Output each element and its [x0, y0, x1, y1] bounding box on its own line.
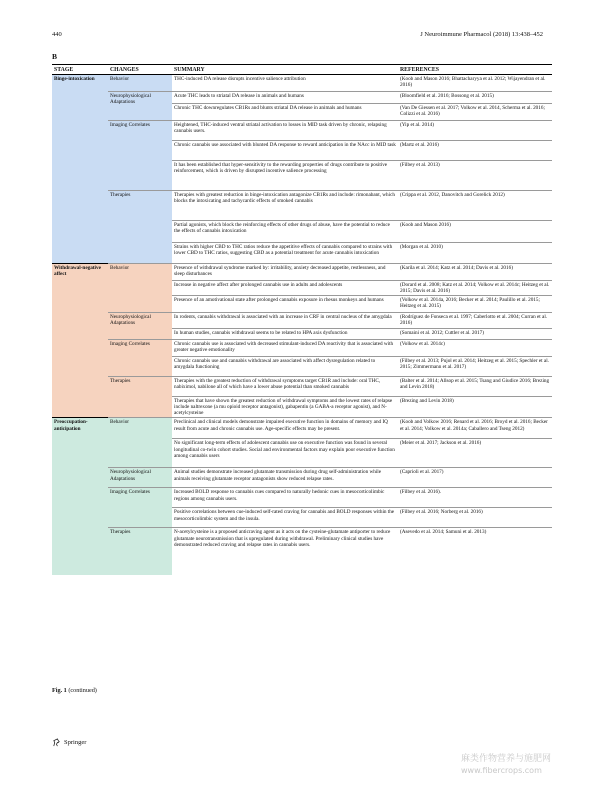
changes-cell: Behavior — [108, 418, 172, 468]
references-cell: (Filbey et al. 2016; Norberg et al. 2016) — [398, 508, 552, 528]
column-header-summary: SUMMARY — [172, 65, 398, 75]
column-header-references: REFERENCES — [398, 65, 552, 75]
table-row — [52, 313, 552, 329]
table-row — [52, 488, 552, 508]
summary-cell: THC-induced DA release disrupts incentive salience attribution — [174, 76, 306, 82]
summary-cell: Chronic cannabis use associated with blunted DA response to reward anticipation in the NAcc in MID task — [172, 141, 398, 161]
changes-cell: Neurophysiological Adaptations — [108, 92, 172, 121]
changes-cell: Behavior — [108, 264, 172, 313]
references-cell: (Dorard et al. 2008; Katz et al. 2014; Volkow et al. 2014c; Heitzeg et al. 2015; Davis et al. 2016) — [398, 281, 552, 296]
page-number: 440 — [52, 31, 62, 38]
summary-cell: Therapies with the greatest reduction of withdrawal symptoms target CB1R and include: oral THC, nabiximol, nabilone all of which have a lower abuse potential than smoked cannabis — [172, 377, 398, 397]
table-row — [52, 528, 552, 575]
column-header-stage: STAGE — [52, 65, 108, 75]
summary-cell: Therapies with greatest reduction in binge-intoxication antagonize CB1Rs and include: rimonabant, which blocks the intoxicating and tachycardic effects of smoked cannabis — [172, 191, 398, 221]
changes-cell: Neurophysiological Adaptations — [108, 313, 172, 340]
changes-cell: Imaging Correlates — [108, 488, 172, 528]
figure-continued: (continued) — [66, 687, 97, 694]
summary-cell: Preclinical and clinical models demonstrate impaired executive function in domains of memory and IQ result from acute and chronic cannabis use. Age-specific effects may be present. — [172, 418, 398, 439]
table-body — [52, 75, 552, 575]
journal-citation: J Neuroimmune Pharmacol (2018) 13:438–452 — [420, 31, 543, 38]
stage-cell: Binge-intoxication — [52, 75, 108, 264]
summary-cell: It has been established that hyper-sensitivity to the rewarding properties of drugs contribute to positive reinforcement, which is driven by disrupted incentive salience processing — [172, 161, 398, 191]
references-cell: (Van De Giessen et al. 2017; Volkow et al. 2014, Scherma et al. 2016; Colizzi et al. 2016) — [398, 104, 552, 121]
summary-cell: Chronic cannabis use and cannabis withdrawal are associated with affect dysregulation related to amygdala functioning — [172, 357, 398, 377]
summary-cell: Presence of withdrawal syndrome marked by: irritability, anxiety decreased appetite, restlessness, and sleep disturbances — [172, 264, 398, 281]
summary-cell: Animal studies demonstrate increased glutamate transmission during drug self-administration while animals receiving glutamate receptor antagonists show reduced relapse rates. — [172, 468, 398, 488]
changes-cell: Imaging Correlates — [108, 121, 172, 191]
references-cell: (Koob and Volkow 2016; Renard et al. 2016; Broyd et al. 2016; Becker et al. 2014; Volkow et al. 2014a; Caballero and Tseng 2012) — [398, 418, 552, 439]
summary-cell: Strains with higher CBD to THC ratios reduce the appetitive effects of cannabis compared to strains with lower CBD to THC ratios, suggesting CBD as a potential treatment for acute cannabis intoxication — [172, 243, 398, 264]
references-cell: (Asevedo et al. 2014; Samuni et al. 2013) — [398, 528, 552, 575]
changes-cell: Neurophysiological Adaptations — [108, 468, 172, 488]
running-header — [52, 31, 543, 38]
summary-cell: Increased BOLD response to cannabis cues compared to naturally hedonic cues in mesocorticolimbic regions among cannabis users. — [172, 488, 398, 508]
summary-cell: Partial agonists, which block the reinforcing effects of other drugs of abuse, have the potential to reduce the effects of cannabis intoxication — [172, 221, 398, 243]
references-cell: (Koob and Mason 2016; Bhattacharyya et al. 2012; Wijayendran et al. 2016) — [400, 76, 546, 89]
table-row — [52, 340, 552, 357]
watermark-chinese: 麻类作物营养与施肥网 — [461, 754, 552, 764]
column-header-changes: CHANGES — [108, 65, 172, 75]
summary-cell: Therapies that have shown the greatest reduction of withdrawal symptoms and the lowest rates of relapse include naltrexone (a mu opioid receptor antagonist), gabapentin (a GABA-a receptor agonist), and N-acetylcysteine — [172, 397, 398, 418]
table-row — [52, 418, 552, 439]
watermark-url: www.fibercrops.com — [461, 766, 542, 775]
summary-cell: Chronic THC downregulates CB1Rs and blunts striatal DA release in animals and humans — [172, 104, 398, 121]
references-cell: (Meier et al. 2017; Jackson et al. 2016) — [398, 439, 552, 468]
references-cell: (Karila et al. 2014; Katz et al. 2014; Davis et al. 2016) — [398, 264, 552, 281]
table-row — [52, 92, 552, 104]
table-row — [52, 121, 552, 141]
table-row — [52, 468, 552, 488]
references-cell: (Filbey et al. 2013) — [398, 161, 552, 191]
summary-cell: Increase in negative affect after prolonged cannabis use in adults and adolescents — [172, 281, 398, 296]
watermark — [461, 753, 551, 777]
references-cell: (Caprioli et al. 2017) — [398, 468, 552, 488]
summary-cell: N-acetylcysteine is a proposed anticraving agent as it acts on the cysteine-glutamate antiporter to reduce glutamate neurotransmission that is upregulated during withdrawal. Preliminary clinical studies have demonstrated reduced craving and relapse rates in cannabis users. — [172, 528, 398, 575]
references-cell: (Somaini et al. 2012; Cuttler et al. 2017) — [398, 329, 552, 340]
references-cell: (Crippa et al. 2012, Danovitch and Gorelick 2012) — [398, 191, 552, 221]
references-cell: (Brezing and Levin 2018) — [398, 397, 552, 418]
changes-cell: Therapies — [108, 528, 172, 575]
stage-cell: Withdrawal-negative affect — [52, 264, 108, 418]
figure-caption — [52, 687, 97, 694]
references-cell: (Morgan et al. 2010) — [398, 243, 552, 264]
summary-cell: No significant long-term effects of adolescent cannabis use on executive function was found in several longitudinal co-twin cohort studies. Social and environmental factors may explain poor executive function among cannabis users — [172, 439, 398, 468]
changes-cell: Therapies — [108, 377, 172, 418]
changes-cell: Behavior — [108, 75, 172, 92]
summary-cell: Heightened, THC-induced ventral striatal activation to losses in MID task driven by chronic, relapsing cannabis users. — [172, 121, 398, 141]
findings-table — [52, 64, 552, 575]
summary-cell: Positive correlations between cue-induced self-rated craving for cannabis and BOLD responses within the mesocorticolimbic system and the insula. — [172, 508, 398, 528]
changes-cell: Therapies — [108, 191, 172, 264]
panel-label: B — [52, 52, 58, 61]
references-cell: (Yip et al. 2014) — [398, 121, 552, 141]
references-cell: (Balter et al. 2014; Allsop et al. 2015; Tsang and Giudice 2016; Brezing and Levin 2018) — [398, 377, 552, 397]
references-cell: (Volkow et al. 2014a, 2016; Becker et al. 2014; Paulillo et al. 2015; Heitzeg et al. 2015) — [398, 296, 552, 313]
figure-label: Fig. 1 — [52, 687, 67, 694]
references-cell: (Volkow et al. 2014c) — [398, 340, 552, 357]
publisher-logo — [52, 738, 86, 747]
summary-cell: In rodents, cannabis withdrawal is associated with an increase in CRF in central nucleus of the amygdala — [172, 313, 398, 329]
table-header-row — [52, 65, 552, 75]
table-row — [52, 75, 552, 92]
summary-cell: Acute THC leads to striatal DA release in animals and humans — [172, 92, 398, 104]
references-cell: (Filbey et al. 2016). — [398, 488, 552, 508]
references-cell: (Rodríguez de Fonseca et al. 1997; Caberlotto et al. 2004; Curran et al. 2016) — [398, 313, 552, 329]
references-cell: (Filbey et al. 2013; Pujol et al. 2014; Heitzeg et al. 2015; Spechler et al. 2015; Zimmermann et al. 2017) — [398, 357, 552, 377]
table-row — [52, 377, 552, 397]
table-row — [52, 191, 552, 221]
references-cell: (Bloomfield et al. 2016; Bossong et al. 2015) — [398, 92, 552, 104]
summary-cell: Presence of an amotivational state after prolonged cannabis exposure in rhesus monkeys and humans — [172, 296, 398, 313]
publisher-name: Springer — [64, 739, 87, 746]
changes-cell: Imaging Correlates — [108, 340, 172, 377]
stage-cell: Preoccupation-anticipation — [52, 418, 108, 575]
springer-horse-icon — [52, 738, 61, 747]
table-row — [52, 264, 552, 281]
summary-cell: In human studies, cannabis withdrawal seems to be related to HPA axis dysfunction — [172, 329, 398, 340]
summary-cell: Chronic cannabis use is associated with decreased stimulant-induced DA reactivity that is associated with greater negative emotionality — [172, 340, 398, 357]
references-cell: (Koob and Mason 2016) — [398, 221, 552, 243]
references-cell: (Martz et al. 2016) — [398, 141, 552, 161]
